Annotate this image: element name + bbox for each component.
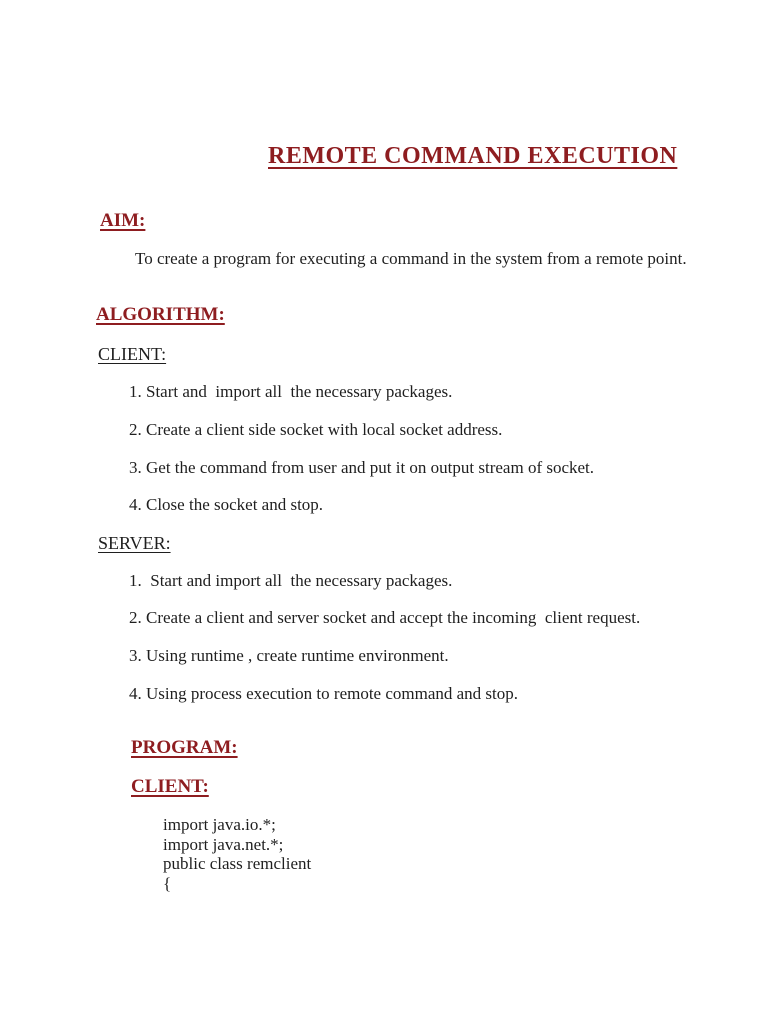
client-step-1: 1. Start and import all the necessary packages.	[129, 382, 453, 401]
algorithm-client-heading: CLIENT:	[98, 344, 167, 364]
page-title: REMOTE COMMAND EXECUTION	[268, 143, 678, 169]
server-step-1: 1. Start and import all the necessary packages.	[129, 571, 453, 590]
program-heading: PROGRAM:	[131, 737, 238, 758]
aim-heading: AIM:	[100, 210, 146, 231]
server-step-2: 2. Create a client and server socket and accept the incoming client request.	[129, 608, 641, 627]
server-step-4: 4. Using process execution to remote command and stop.	[129, 684, 519, 703]
client-step-4: 4. Close the socket and stop.	[129, 495, 324, 514]
code-line-2: import java.net.*;	[163, 835, 284, 854]
client-step-3: 3. Get the command from user and put it on output stream of socket.	[129, 458, 595, 477]
algorithm-heading: ALGORITHM:	[96, 304, 225, 325]
client-step-2: 2. Create a client side socket with local socket address.	[129, 420, 503, 439]
code-line-3: public class remclient	[163, 854, 312, 873]
code-line-4: {	[163, 874, 172, 893]
code-line-1: import java.io.*;	[163, 815, 276, 834]
algorithm-server-heading: SERVER:	[98, 533, 171, 553]
program-client-heading: CLIENT:	[131, 776, 209, 797]
aim-body-text: To create a program for executing a command in the system from a remote point.	[135, 249, 687, 268]
server-step-3: 3. Using runtime , create runtime environment.	[129, 646, 449, 665]
